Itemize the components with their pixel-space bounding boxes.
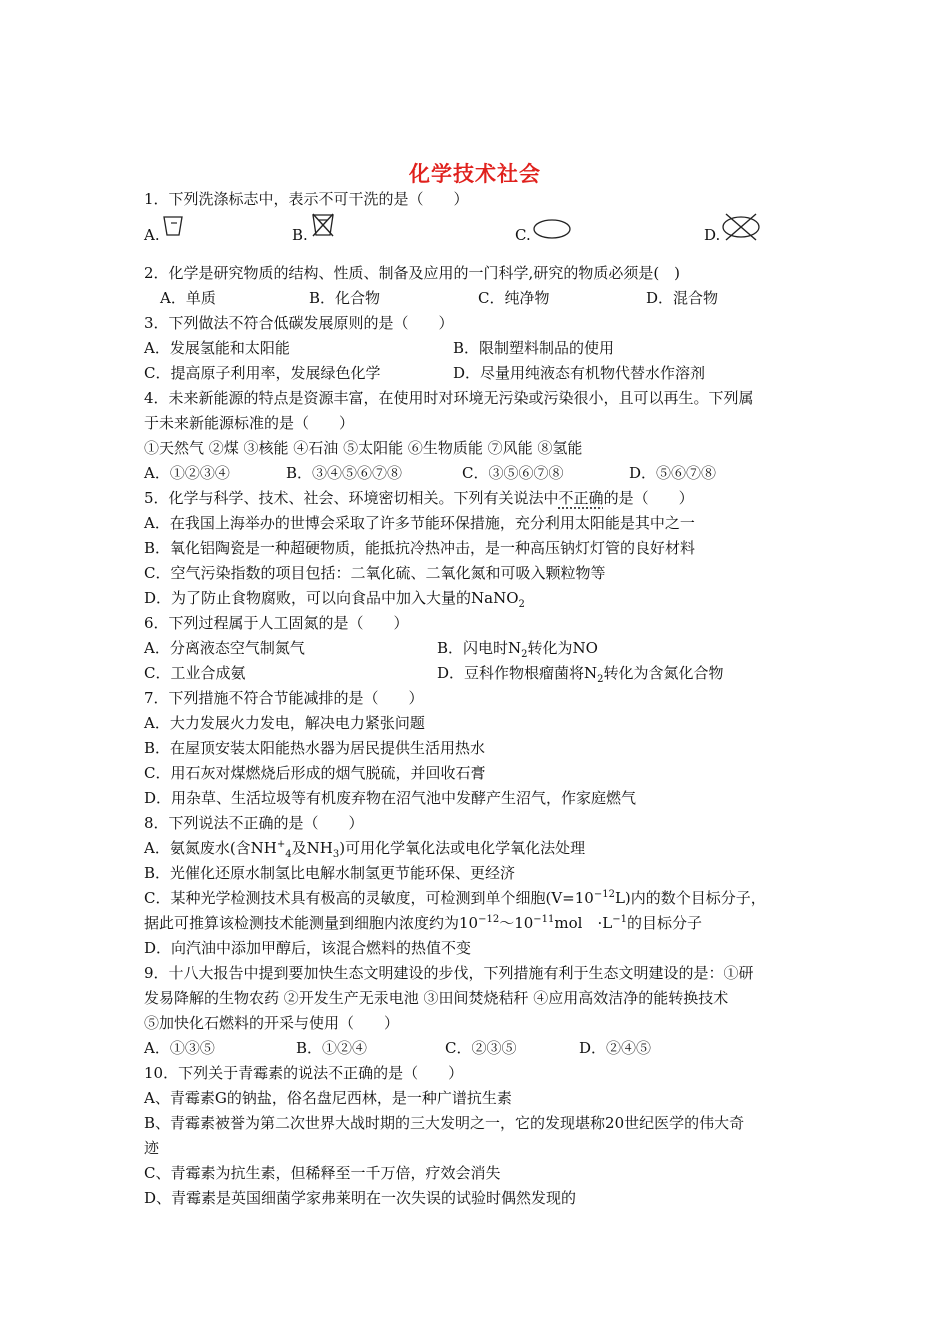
question-5-stem: 5．化学与科学、技术、社会、环境密切相关。下列有关说法中不正确的是（ ）: [144, 489, 694, 507]
q6-option-a: A．分离液态空气制氮气: [144, 639, 305, 657]
question-7-stem: 7．下列措施不符合节能减排的是（ ）: [144, 689, 424, 707]
question-3-stem: 3．下列做法不符合低碳发展原则的是（ ）: [144, 314, 454, 332]
question-8-stem: 8．下列说法不正确的是（ ）: [144, 814, 364, 832]
q10-option-b-line-2: 迹: [144, 1139, 160, 1157]
crossed-tub-icon: [310, 212, 336, 238]
q10-option-c: C、青霉素为抗生素，但稀释至一千万倍，疗效会消失: [144, 1164, 501, 1182]
q1-option-b-label: B.: [292, 226, 308, 244]
q3-option-a: A．发展氢能和太阳能: [144, 339, 290, 357]
q10-option-d: D、青霉素是英国细菌学家弗莱明在一次失误的试验时偶然发现的: [144, 1189, 577, 1207]
question-9-line-3: ⑤加快化石燃料的开采与使用（ ）: [144, 1014, 400, 1032]
q9-option-b: B．①②④: [296, 1039, 368, 1057]
q6-option-b: B．闪电时$N_2$转化为NO: [437, 639, 598, 660]
question-9-line-2: 发易降解的生物农药 ②开发生产无汞电池 ③田间焚烧秸秆 ④应用高效洁净的能转换技术: [144, 989, 729, 1007]
q8-option-c-line-1: C．某种光学检测技术具有极高的灵敏度，可检测到单个细胞$(V=10^{-12}L)$内的数个目标分子，: [144, 889, 766, 907]
q3-option-c: C．提高原子利用率，发展绿色化学: [144, 364, 381, 382]
crossed-oval-icon: [720, 212, 762, 242]
q3-option-b: B．限制塑料制品的使用: [453, 339, 615, 357]
q7-option-d: D．用杂草、生活垃圾等有机废弃物在沼气池中发酵产生沼气，作家庭燃气: [144, 789, 637, 807]
q1-option-d-label: D.: [704, 226, 721, 244]
q2-option-b: B．化合物: [309, 289, 381, 307]
q2-option-d: D．混合物: [646, 289, 719, 307]
question-4-items: ①天然气 ②煤 ③核能 ④石油 ⑤太阳能 ⑥生物质能 ⑦风能 ⑧氢能: [144, 439, 583, 457]
q4-option-b: B．③④⑤⑥⑦⑧: [286, 464, 403, 482]
q8-option-a: A．氨氮废水(含$NH^+_4$及$NH_3$)可用化学氧化法或电化学氧化法处理: [144, 839, 586, 860]
question-10-stem: 10．下列关于青霉素的说法不正确的是（ ）: [144, 1064, 464, 1082]
q8-option-d: D．向汽油中添加甲醇后，该混合燃料的热值不变: [144, 939, 472, 957]
question-1-stem: 1．下列洗涤标志中，表示不可干洗的是（ ）: [144, 190, 469, 208]
q2-option-a: A．单质: [160, 289, 216, 307]
q4-option-c: C．③⑤⑥⑦⑧: [462, 464, 564, 482]
q1-option-c-label: C.: [515, 226, 531, 244]
question-4-stem-line-2: 于未来新能源标准的是（ ）: [144, 414, 355, 432]
question-4-stem-line-1: 4．未来新能源的特点是资源丰富，在使用时对环境无污染或污染很小，且可以再生。下列属: [144, 389, 754, 407]
oval-icon: [532, 218, 572, 240]
q10-option-a: A、青霉素G的钠盐，俗名盘尼西林，是一种广谱抗生素: [144, 1089, 512, 1107]
q7-option-c: C．用石灰对煤燃烧后形成的烟气脱硫，并回收石膏: [144, 764, 486, 782]
question-9-line-1: 9．十八大报告中提到要加快生态文明建设的步伐，下列措施有利于生态文明建设的是：①研: [144, 964, 754, 982]
q8-option-b: B．光催化还原水制氢比电解水制氢更节能环保、更经济: [144, 864, 516, 882]
q10-option-b-line-1: B、青霉素被誉为第二次世界大战时期的三大发明之一，它的发现堪称20世纪医学的伟大奇: [144, 1114, 745, 1132]
q5-option-c: C．空气污染指数的项目包括：二氧化硫、二氧化氮和可吸入颗粒物等: [144, 564, 606, 582]
q5-option-d: D．为了防止食物腐败，可以向食品中加入大量的NaNO$_2$: [144, 589, 525, 610]
q1-option-a-label: A.: [144, 226, 160, 244]
q9-option-d: D．②④⑤: [579, 1039, 652, 1057]
q9-option-a: A．①③⑤: [144, 1039, 215, 1057]
q6-option-c: C．工业合成氨: [144, 664, 246, 682]
q4-option-a: A．①②③④: [144, 464, 230, 482]
emphasis-not-correct: 不正确: [558, 489, 604, 507]
q8-option-c-line-2: 据此可推算该检测技术能测量到细胞内浓度约为$10^{-12}\sim 10^{-11}mol$ $\cdot L^{-1}$的目标分子: [144, 914, 702, 932]
q7-option-a: A．大力发展火力发电，解决电力紧张问题: [144, 714, 425, 732]
question-2-stem: 2．化学是研究物质的结构、性质、制备及应用的一门科学,研究的物质必须是( ): [144, 264, 681, 282]
q3-option-d: D．尽量用纯液态有机物代替水作溶剂: [453, 364, 706, 382]
q7-option-b: B．在屋顶安装太阳能热水器为居民提供生活用热水: [144, 739, 486, 757]
q2-option-c: C．纯净物: [478, 289, 550, 307]
q5-option-a: A．在我国上海举办的世博会采取了许多节能环保措施，充分利用太阳能是其中之一: [144, 514, 695, 532]
q6-option-d: D．豆科作物根瘤菌将$N_2$转化为含氮化合物: [437, 664, 724, 685]
page-title: 化学技术社会: [409, 162, 541, 186]
q9-option-c: C．②③⑤: [445, 1039, 517, 1057]
wash-tub-icon: [162, 214, 184, 238]
q4-option-d: D．⑤⑥⑦⑧: [629, 464, 717, 482]
question-6-stem: 6．下列过程属于人工固氮的是（ ）: [144, 614, 409, 632]
q5-option-b: B．氧化铝陶瓷是一种超硬物质，能抵抗冷热冲击，是一种高压钠灯灯管的良好材料: [144, 539, 696, 557]
